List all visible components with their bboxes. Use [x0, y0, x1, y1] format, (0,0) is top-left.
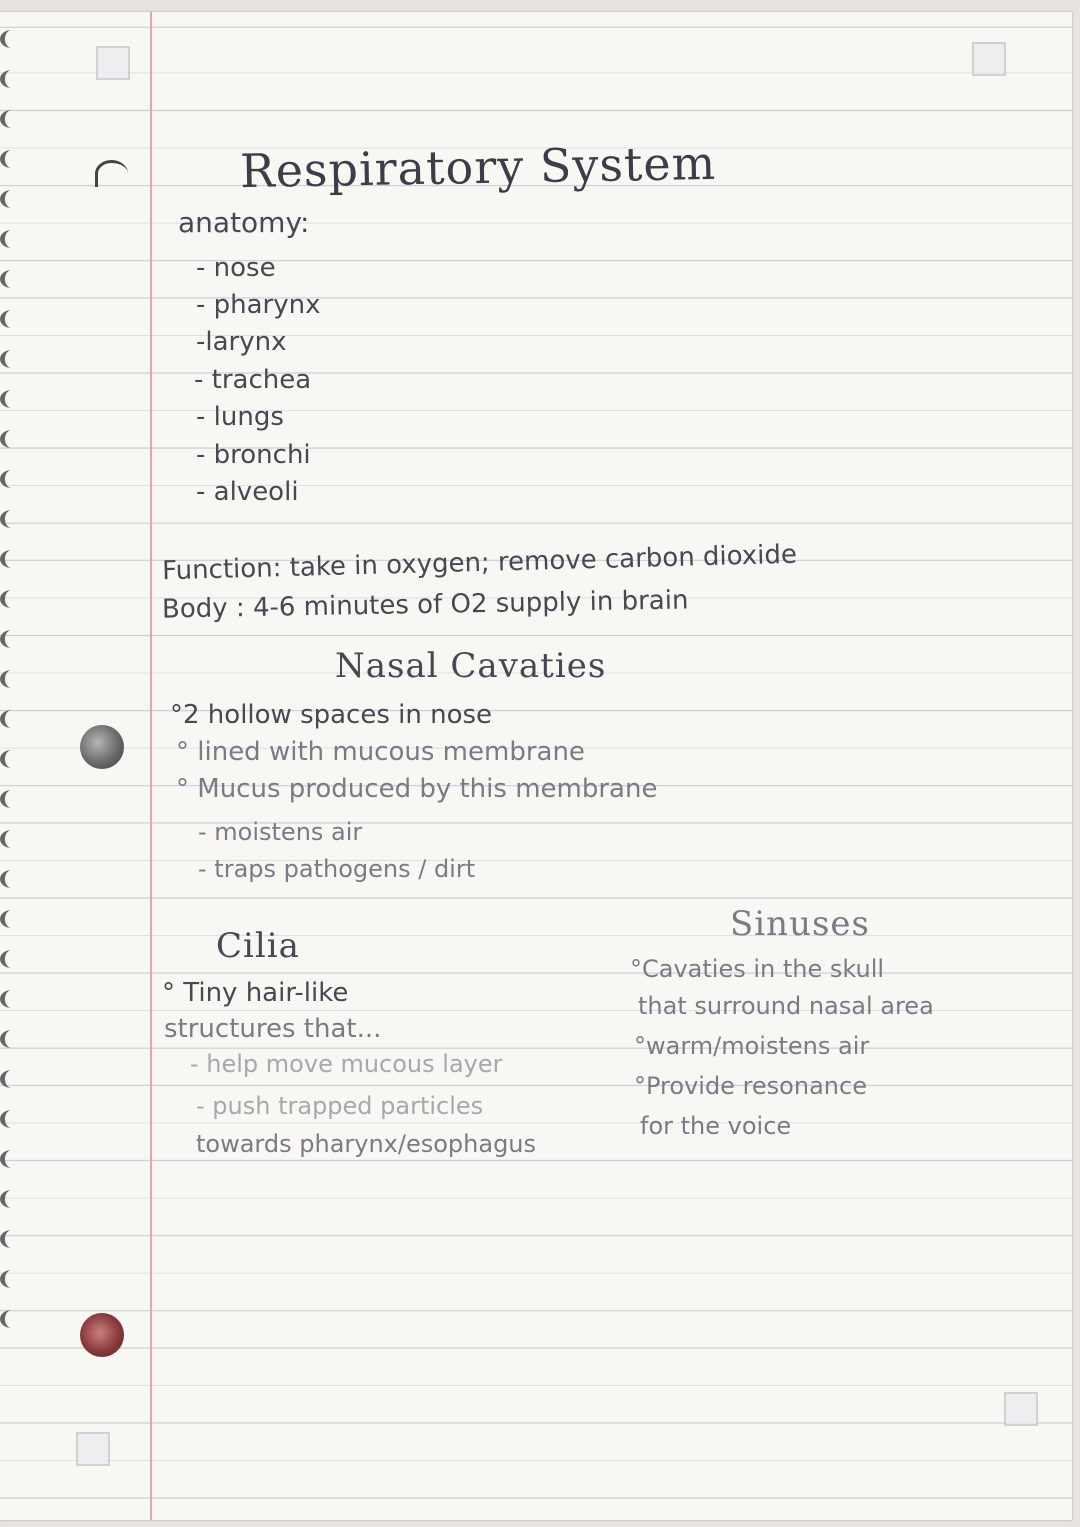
anatomy-heading: anatomy: [178, 206, 310, 239]
list-item: °Cavaties in the skull [630, 955, 885, 983]
coil-icon [0, 1070, 23, 1088]
margin-line [150, 12, 152, 1520]
list-item: ° Tiny hair-like [162, 978, 349, 1008]
list-item: - traps pathogens / dirt [198, 855, 476, 883]
coil-icon [0, 590, 23, 608]
list-item: °warm/moistens air [634, 1032, 870, 1060]
page-corner-icon [1004, 1392, 1038, 1426]
list-item: for the voice [640, 1112, 792, 1140]
nasal-heading: Nasal Cavaties [335, 646, 607, 686]
coil-icon [0, 1110, 23, 1128]
list-item: - help move mucous layer [190, 1050, 503, 1078]
list-item: towards pharynx/esophagus [196, 1130, 537, 1158]
coil-icon [0, 1190, 23, 1208]
coil-icon [0, 830, 23, 848]
coil-icon [0, 1310, 23, 1328]
page-corner-icon [76, 1432, 110, 1466]
list-item: - nose [196, 253, 276, 283]
coil-icon [0, 550, 23, 568]
cilia-heading: Cilia [216, 926, 300, 966]
coil-icon [0, 1270, 23, 1288]
list-item: structures that... [164, 1014, 382, 1044]
coil-icon [0, 870, 23, 888]
coil-icon [0, 110, 23, 128]
coil-icon [0, 270, 23, 288]
sinuses-heading: Sinuses [730, 904, 870, 944]
list-item: °2 hollow spaces in nose [170, 700, 493, 730]
punch-hole-icon [80, 725, 124, 769]
coil-icon [0, 510, 23, 528]
coil-icon [0, 310, 23, 328]
coil-icon [0, 1030, 23, 1048]
coil-icon [0, 790, 23, 808]
coil-icon [0, 230, 23, 248]
page-title: Respiratory System [239, 135, 717, 199]
page-corner-icon [972, 42, 1006, 76]
body-line: Body : 4-6 minutes of O2 supply in brain [161, 585, 689, 625]
coil-icon [0, 910, 23, 928]
coil-icon [0, 710, 23, 728]
coil-icon [0, 190, 23, 208]
coil-icon [0, 70, 23, 88]
coil-icon [0, 1150, 23, 1168]
list-item: that surround nasal area [638, 992, 934, 1020]
coil-icon [0, 1230, 23, 1248]
list-item: - push trapped particles [196, 1092, 484, 1120]
function-line: Function: take in oxygen; remove carbon dioxide [161, 539, 798, 587]
list-item: °Provide resonance [634, 1072, 867, 1100]
list-item: - lungs [196, 402, 284, 432]
list-item: ° Mucus produced by this membrane [176, 774, 658, 804]
list-item: - trachea [194, 365, 312, 395]
list-item: - moistens air [198, 818, 363, 846]
coil-icon [0, 390, 23, 408]
coil-icon [0, 990, 23, 1008]
coil-icon [0, 350, 23, 368]
list-item: -larynx [196, 327, 287, 357]
page-corner-icon [96, 46, 130, 80]
list-item: - pharynx [196, 290, 321, 320]
coil-icon [0, 150, 23, 168]
list-item: - bronchi [196, 440, 311, 470]
coil-icon [0, 630, 23, 648]
coil-icon [0, 430, 23, 448]
punch-hole-icon [80, 1313, 124, 1357]
coil-icon [0, 670, 23, 688]
coil-icon [0, 750, 23, 768]
curl-mark-icon [95, 160, 128, 187]
list-item: ° lined with mucous membrane [176, 737, 585, 767]
coil-icon [0, 30, 23, 48]
coil-icon [0, 470, 23, 488]
coil-icon [0, 950, 23, 968]
list-item: - alveoli [196, 477, 299, 507]
